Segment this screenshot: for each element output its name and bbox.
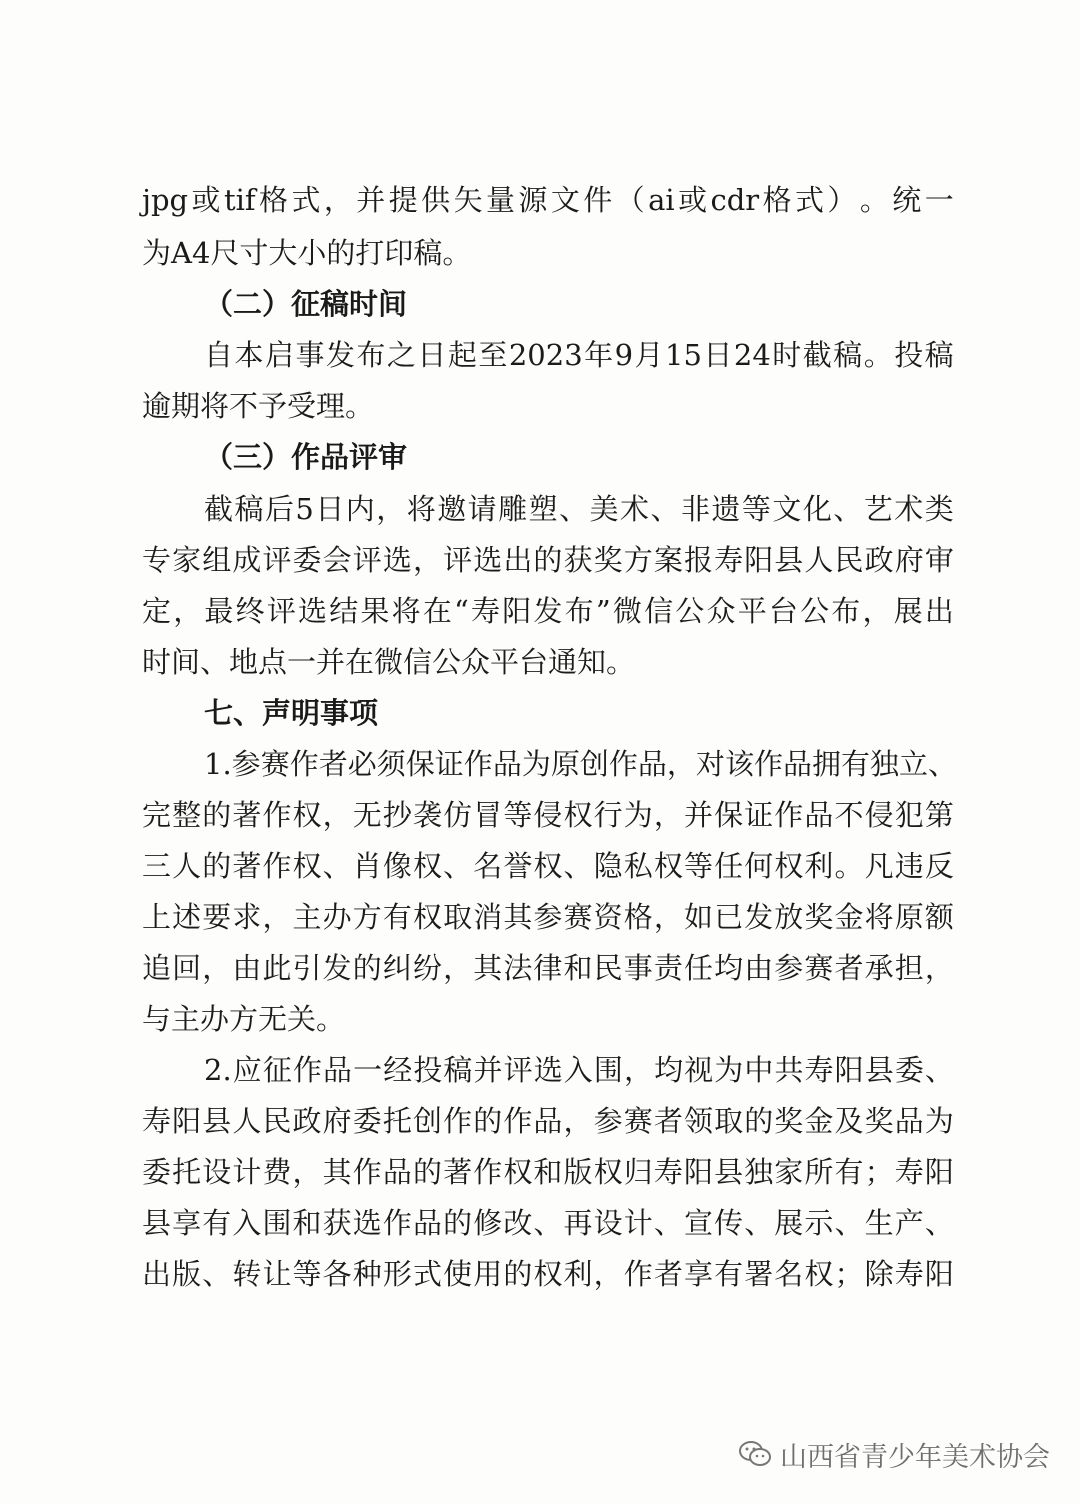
text-line: 定 ， 最 终 评 选 结 果 将 在 “ 寿 阳 发 布 ” 微 信 公 众 平 台 公 布 ， 展 出 (142, 594, 954, 628)
text-line: 寿 阳 县 人 民 政 府 委 托 创 作 的 作 品 ， 参 赛 者 领 取 的 奖 金 及 奖 品 为 (142, 1104, 954, 1138)
text-line: 完 整 的 著 作 权 ， 无 抄 袭 仿 冒 等 侵 权 行 为 ， 并 保 证 作 品 不 侵 犯 第 (142, 798, 954, 832)
text-line: jpg 或 tif 格 式 ， 并 提 供 矢 量 源 文 件 （ ai 或 cdr 格 式 ） 。 统 一 (142, 183, 954, 217)
text-line: 三 人 的 著 作 权 、 肖 像 权 、 名 誉 权 、 隐 私 权 等 任 何 权 利 。 凡 违 反 (142, 849, 954, 883)
text-line: 截 稿 后 5 日 内 ， 将 邀 请 雕 塑 、 美 术 、 非 遗 等 文 化 、 艺 术 类 (204, 492, 954, 526)
wechat-watermark (738, 1434, 1050, 1474)
text-line: 1. 参 赛 作 者 必 须 保 证 作 品 为 原 创 作 品 ， 对 该 作 品 拥 有 独 立 、 (204, 747, 958, 781)
text-line: 县 享 有 入 围 和 获 选 作 品 的 修 改 、 再 设 计 、 宣 传 、 展 示 、 生 产 、 (142, 1206, 954, 1240)
text-line: 上 述 要 求 ， 主 办 方 有 权 取 消 其 参 赛 资 格 ， 如 已 发 放 奖 金 将 原 额 (142, 900, 954, 934)
text-line: 追 回 ， 由 此 引 发 的 纠 纷 ， 其 法 律 和 民 事 责 任 均 由 参 赛 者 承 担 ， (142, 951, 954, 985)
text-line: 委 托 设 计 费 ， 其 作 品 的 著 作 权 和 版 权 归 寿 阳 县 独 家 所 有 ； 寿 阳 (142, 1155, 954, 1189)
text-line: 2. 应 征 作 品 一 经 投 稿 并 评 选 入 围 ， 均 视 为 中 共 寿 阳 县 委 、 (204, 1053, 954, 1087)
section-heading: 七、声明事项 (204, 696, 379, 730)
text-line: 专 家 组 成 评 委 会 评 选 ， 评 选 出 的 获 奖 方 案 报 寿 阳 县 人 民 政 府 审 (142, 543, 954, 577)
text-line: 自 本 启 事 发 布 之 日 起 至 2023 年 9 月 15 日 24 时 截 稿 。 投 稿 (204, 338, 954, 372)
section-heading: （三）作品评审 (204, 440, 408, 474)
text-line: 出 版 、 转 让 等 各 种 形 式 使 用 的 权 利 ， 作 者 享 有 署 名 权 ； 除 寿 阳 (142, 1257, 954, 1291)
watermark-text: 山西省青少年美术协会 (780, 1441, 1050, 1473)
text-line: 与主办方无关。 (142, 1002, 346, 1036)
text-line: 时间、地点一并在微信公众平台通知。 (142, 645, 636, 679)
text-line: 逾期将不予受理。 (142, 389, 375, 423)
section-heading: （二）征稿时间 (204, 287, 408, 321)
text-line: 为A4尺寸大小的打印稿。 (142, 236, 472, 270)
wechat-icon (738, 1439, 772, 1469)
